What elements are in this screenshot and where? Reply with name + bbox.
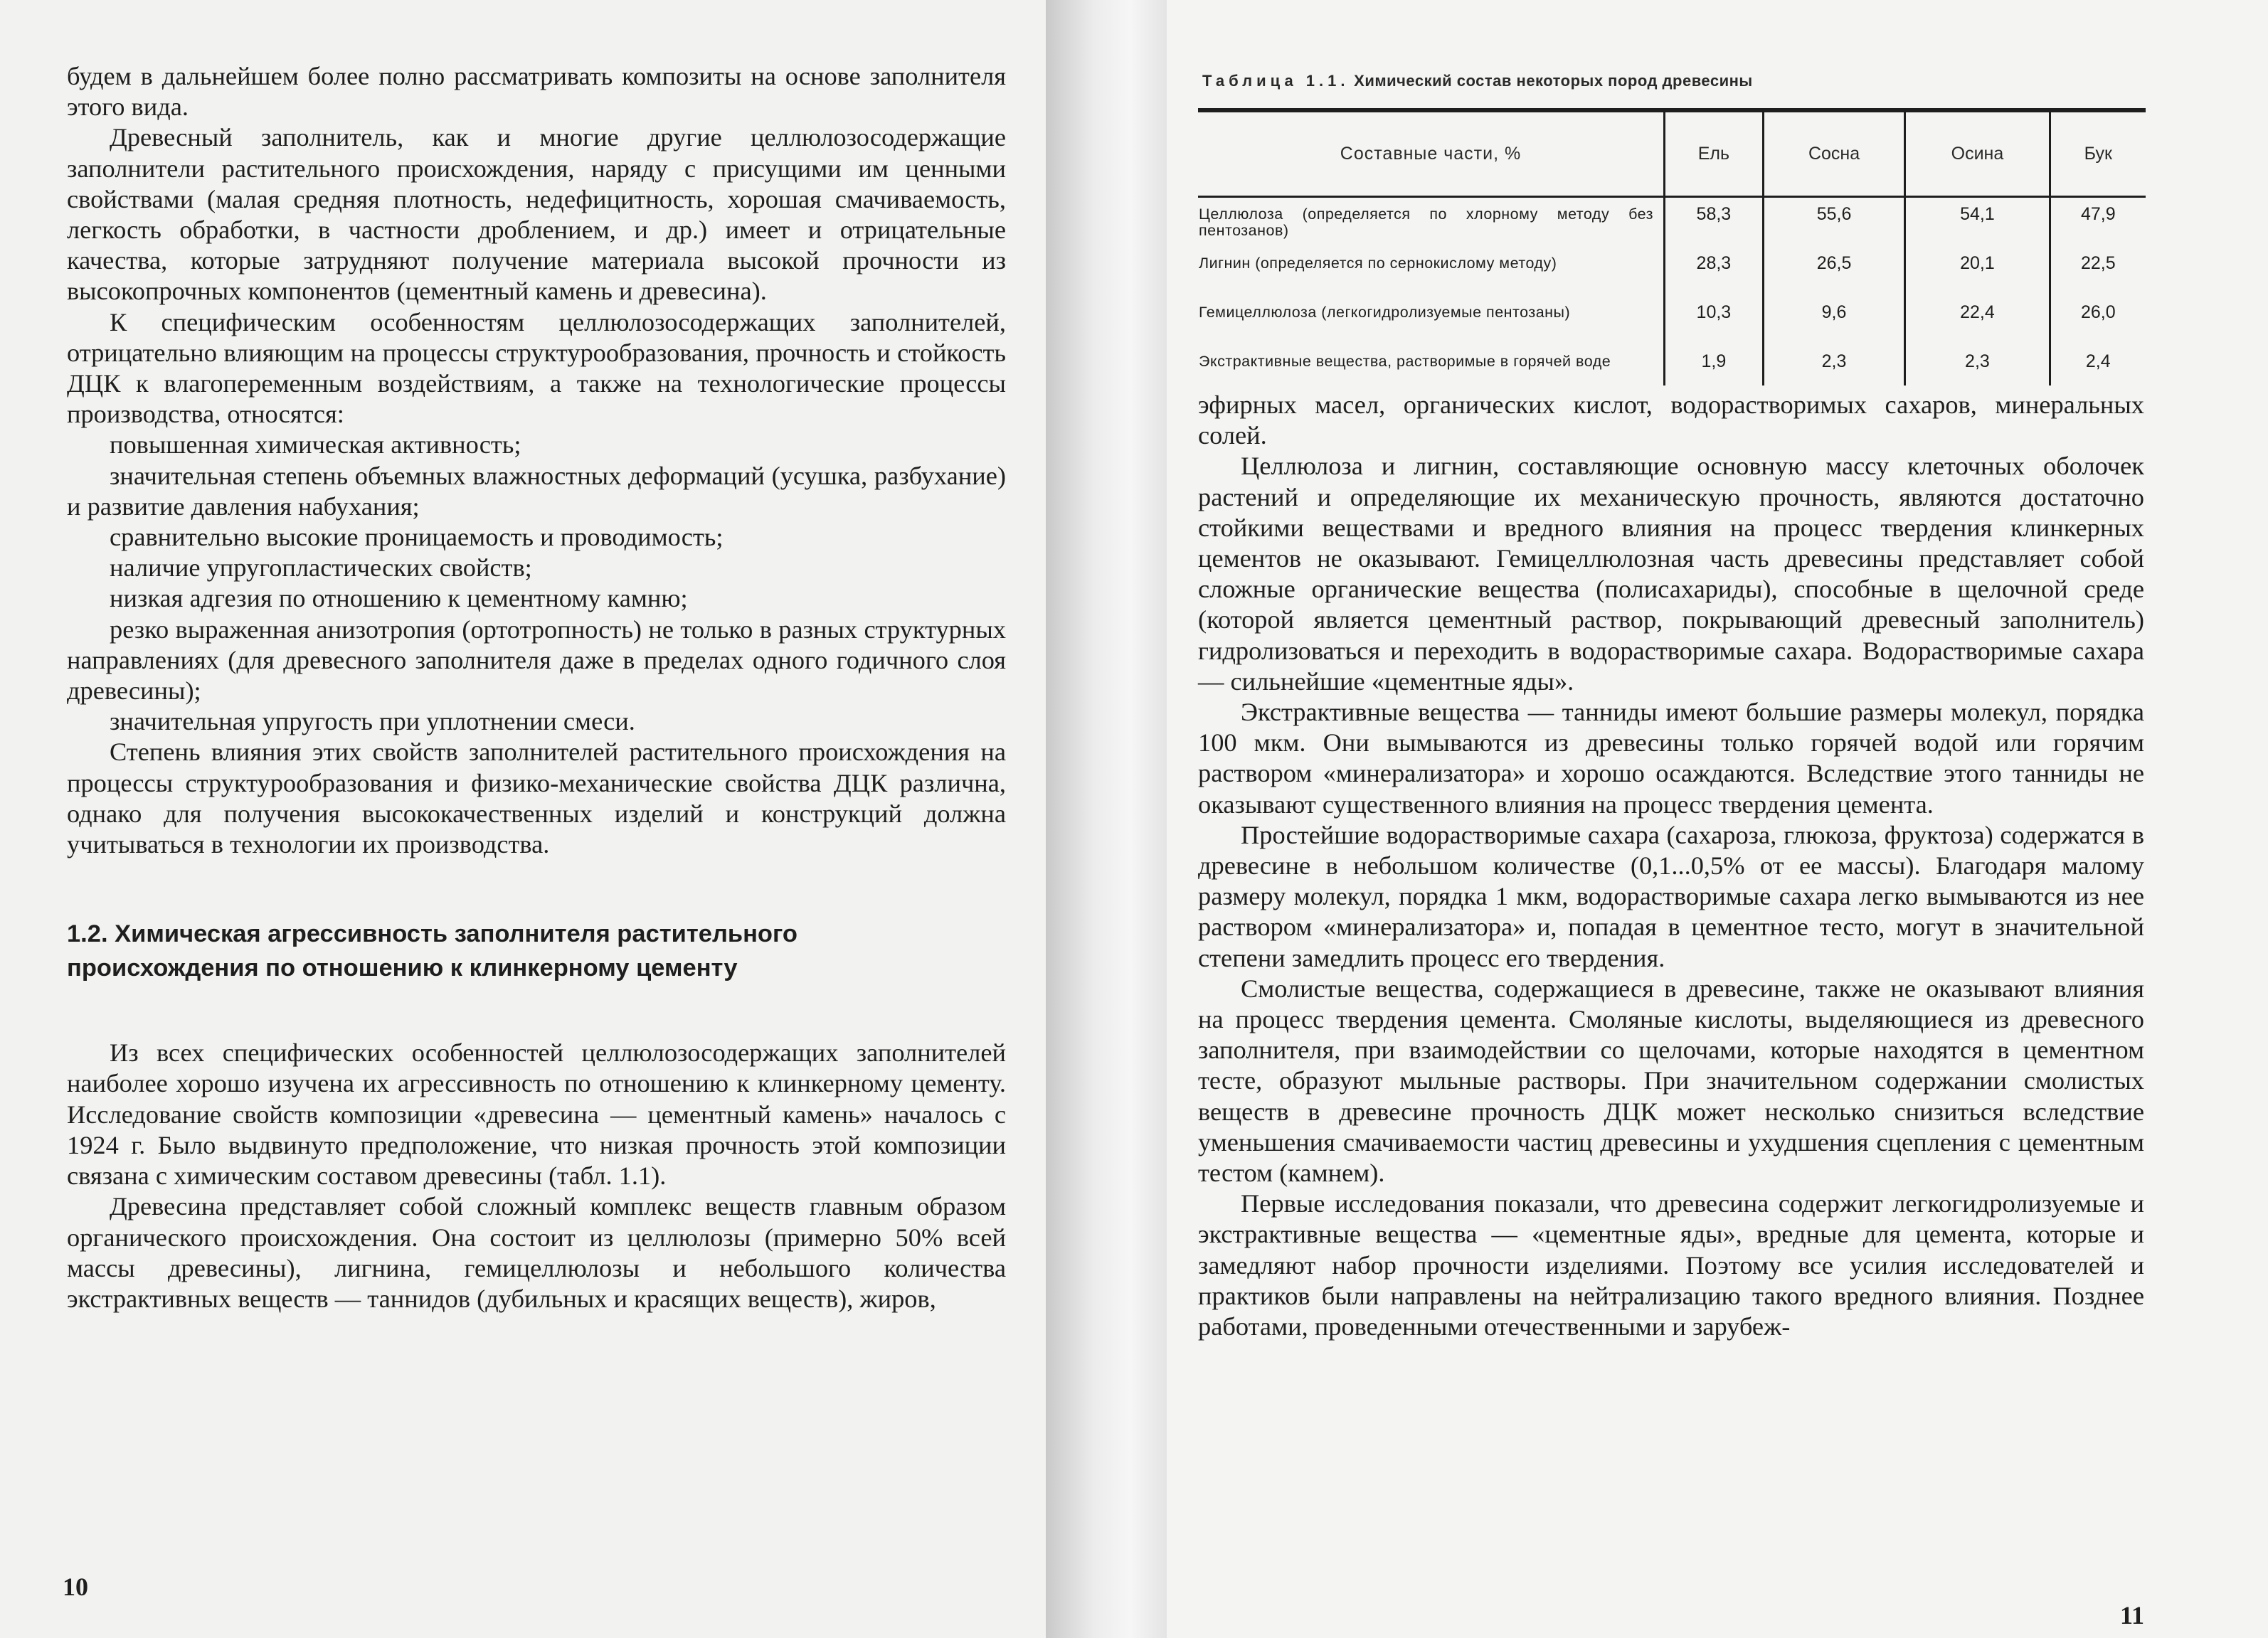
table-cell-name: Целлюлоза (определяется по хлорному методу без пентозанов)	[1199, 206, 1653, 239]
table-cell: 47,9	[2050, 197, 2146, 248]
paragraph: Экстрактивные вещества — танниды имеют большие размеры молекул, порядка 100 мкм. Они вымываются из древесины только горячей водой или горячим раствором «минерализатора» и хорошо осаждаются. Вследствие этого танниды не оказывают существенного влияния на процесс твердения цемента.	[1198, 698, 2144, 819]
table-caption	[1202, 72, 2141, 90]
table-cell-name: Гемицеллюлоза (легкогидролизуемые пентозаны)	[1199, 304, 1571, 321]
table-cell: 58,3	[1665, 197, 1764, 248]
table-cell: 20,1	[1905, 247, 2050, 296]
paragraph: Древесный заполнитель, как и многие другие целлюлозосодержащие заполнители растительного происхождения, наряду с присущими им ценными свойствами (малая средняя плотность, недефицитность, хорошая смачиваемость, легкость обработки, в частности дроблением, и др.) имеет и отрицательные качества, которые затрудняют получение материала высокой прочности из высокопрочных компонентов (цементный камень и древесина).	[67, 123, 1006, 306]
table-header: Осина	[1905, 110, 2050, 197]
table-cell: 26,5	[1763, 247, 1905, 296]
paragraph: Целлюлоза и лигнин, составляющие основную массу клеточных оболочек растений и определяющие их механическую прочность, являются достаточно стойкими веществами и вредного влияния на процесс твердения клинкерных цементов не оказывают. Гемицеллюлозная часть древесины представляет собой сложные органические вещества (полисахариды), способные в щелочной среде (которой является цементный раствор, покрывающий древесный заполнитель) гидролизоваться и переходить в водорастворимые сахара. Водорастворимые сахара — сильнейшие «цементные яды».	[1198, 452, 2144, 696]
table-cell: 22,5	[2050, 247, 2146, 296]
table-cell: 2,3	[1763, 345, 1905, 385]
table-cell: 2,4	[2050, 345, 2146, 385]
chemical-composition-table	[1198, 108, 2146, 385]
table-caption-prefix: Таблица 1.1.	[1202, 72, 1350, 90]
table-header: Сосна	[1763, 110, 1905, 197]
table-row	[1198, 197, 2146, 248]
table-header: Составные части, %	[1340, 144, 1522, 164]
list-item: сравнительно высокие проницаемость и проводимость;	[110, 523, 724, 552]
paragraph: Из всех специфических особенностей целлюлозосодержащих заполнителей наиболее хорошо изучена их агрессивность по отношению к клинкерному цементу. Исследование свойств композиции «древесина — цементный камень» началось с 1924 г. Было выдвинуто предположение, что низкая прочность этой композиции связана с химическим составом древесины (табл. 1.1).	[67, 1038, 1006, 1191]
list-item: значительная степень объемных влажностных деформаций (усушка, разбухание) и развитие давления набухания;	[67, 461, 1006, 521]
list-item: значительная упругость при уплотнении смеси.	[110, 707, 635, 736]
list-item: низкая адгезия по отношению к цементному камню;	[110, 584, 688, 613]
paragraph: Простейшие водорастворимые сахара (сахароза, глюкоза, фруктоза) содержатся в древесине в небольшом количестве (0,1...0,5% от ее массы). Благодаря малому размеру молекул, порядка 1 мкм, водорастворимые сахара легко вымываются из нее раствором «минерализатора» и, попадая в цементное тесто, могут в значительной степени замедлить процесс его твердения.	[1198, 820, 2144, 972]
table-cell: 2,3	[1905, 345, 2050, 385]
paragraph: К специфическим особенностям целлюлозосодержащих заполнителей, отрицательно влияющим на процессы структурообразования, прочность и стойкость ДЦК к влагопеременным воздействиям, а также на технологические процессы производства, относятся:	[67, 307, 1006, 429]
right-text-column	[1198, 390, 2144, 1342]
section-heading: 1.2. Химическая агрессивность заполнителя растительного происхождения по отношению к клинкерному цементу	[67, 920, 797, 982]
table-row	[1198, 345, 2146, 385]
table-cell: 26,0	[2050, 296, 2146, 345]
list-item: резко выраженная анизотропия (ортотропность) не только в разных структурных направлениях (для древесного заполнителя даже в пределах одного годичного слоя древесины);	[67, 615, 1006, 706]
page-number: 11	[2120, 1601, 2145, 1629]
paragraph: Древесина представляет собой сложный комплекс веществ главным образом органического происхождения. Она состоит из целлюлозы (примерно 50% всей массы древесины), лигнина, гемицеллюлозы и небольшого количества экстрактивных веществ — таннидов (дубильных и красящих веществ), жиров,	[67, 1192, 1006, 1313]
book-gutter	[1046, 0, 1167, 1638]
table-caption-title: Химический состав некоторых пород древесины	[1354, 72, 1753, 90]
table-cell: 28,3	[1665, 247, 1764, 296]
paragraph: будем в дальнейшем более полно рассматривать композиты на основе заполнителя этого вида.	[67, 62, 1006, 122]
paragraph: Степень влияния этих свойств заполнителей растительного происхождения на процессы структурообразования и физико-механические свойства ДЦК различна, однако для получения высококачественных изделий и конструкций должна учитываться в технологии их производства.	[67, 738, 1006, 859]
page-number: 10	[63, 1573, 88, 1601]
table-cell: 22,4	[1905, 296, 2050, 345]
table-cell: 1,9	[1665, 345, 1764, 385]
table-cell: 9,6	[1763, 296, 1905, 345]
table-cell: 54,1	[1905, 197, 2050, 248]
left-text-column	[67, 61, 1006, 1314]
table-cell-name: Лигнин (определяется по сернокислому методу)	[1199, 255, 1557, 272]
table-header: Ель	[1665, 110, 1764, 197]
table-header: Бук	[2050, 110, 2146, 197]
list-item: наличие упругопластических свойств;	[110, 553, 532, 583]
table-row	[1198, 247, 2146, 296]
paragraph: Смолистые вещества, содержащиеся в древесине, также не оказывают влияния на процесс твердения цемента. Смоляные кислоты, выделяющиеся из древесного заполнителя, при взаимодействии со щелочами, которые находятся в цементном тесте, образуют мыльные растворы. При значительном содержании смолистых веществ в древесине прочность ДЦК может несколько снизиться вследствие уменьшения смачиваемости частиц древесины и ухудшения сцепления с цементным тестом (камнем).	[1198, 974, 2144, 1188]
table-cell: 10,3	[1665, 296, 1764, 345]
paragraph: эфирных масел, органических кислот, водорастворимых сахаров, минеральных солей.	[1198, 390, 2144, 450]
paragraph: Первые исследования показали, что древесина содержит легкогидролизуемые и экстрактивные вещества — «цементные яды», вредные для цемента, которые и замедляют набор прочности изделиями. Поэтому все усилия исследователей и практиков были направлены на нейтрализацию такого вредного влияния. Позднее работами, проведенными отечественными и зарубеж-	[1198, 1189, 2144, 1341]
list-item: повышенная химическая активность;	[110, 430, 521, 459]
table-cell-name: Экстрактивные вещества, растворимые в горячей воде	[1199, 353, 1611, 370]
table-cell: 55,6	[1763, 197, 1905, 248]
table-row	[1198, 296, 2146, 345]
